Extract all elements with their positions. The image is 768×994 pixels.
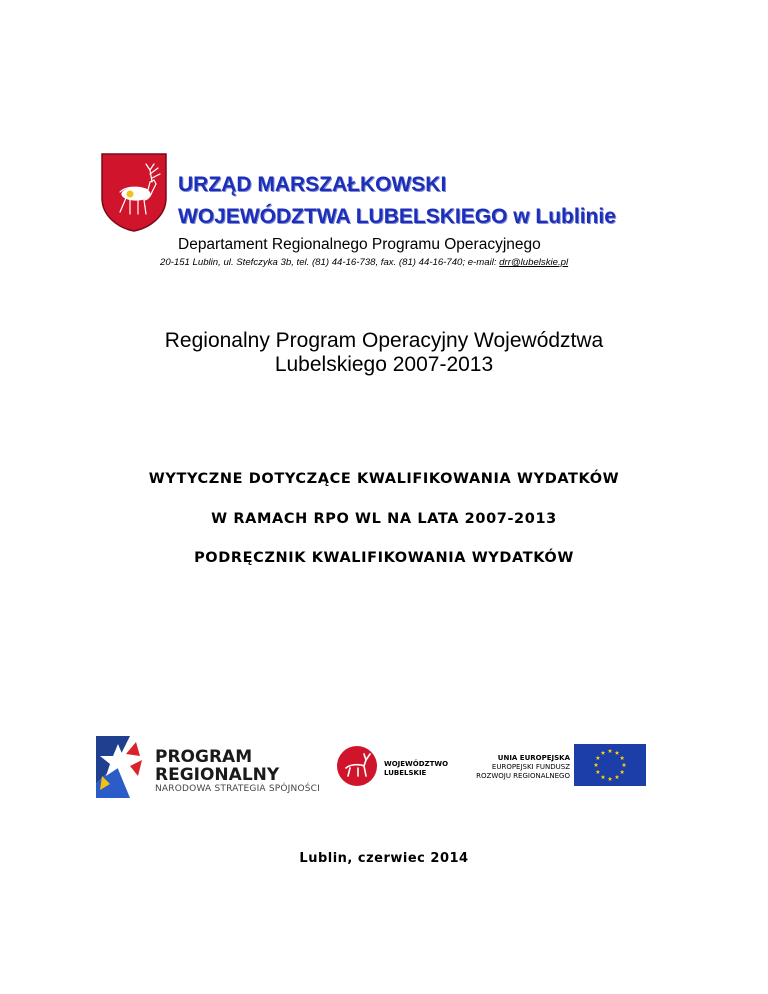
lubelskie-coat-of-arms xyxy=(100,152,168,232)
eu-label-line2: EUROPEJSKI FUNDUSZ xyxy=(491,763,570,771)
eu-label-line1: UNIA EUROPEJSKA xyxy=(497,754,570,762)
contact-email-link[interactable]: drr@lubelskie.pl xyxy=(499,257,569,268)
place-and-date: Lublin, czerwiec 2014 xyxy=(299,851,469,866)
office-name-line1: URZĄD MARSZAŁKOWSKI xyxy=(178,173,447,196)
program-regionalny-tagline: NARODOWA STRATEGIA SPÓJNOŚCI xyxy=(155,784,320,794)
document-heading-1: WYTYCZNE DOTYCZĄCE KWALIFIKOWANIA WYDATKÓW xyxy=(148,471,620,487)
program-regionalny-line2: REGIONALNY xyxy=(155,765,280,785)
wojewodztwo-lubelskie-crest-icon xyxy=(336,744,378,788)
program-regionalny-logo-icon xyxy=(96,736,150,798)
wojewodztwo-label-line2: LUBELSKIE xyxy=(384,769,427,777)
department-name: Departament Regionalnego Programu Operacyjnego xyxy=(178,236,541,253)
contact-address: 20-151 Lublin, ul. Stefczyka 3b, tel. (81) 44-16-738, fax. (81) 44-16-740; e-mail: xyxy=(160,257,500,268)
program-title-line1: Regionalny Program Operacyjny Województwa xyxy=(164,329,604,352)
program-regionalny-line1: PROGRAM xyxy=(155,747,253,767)
document-heading-3: PODRĘCZNIK KWALIFIKOWANIA WYDATKÓW xyxy=(194,550,574,566)
program-title-line2: Lubelskiego 2007-2013 xyxy=(274,353,494,376)
office-name-line2: WOJEWÓDZTWA LUBELSKIEGO w Lublinie xyxy=(178,205,616,228)
contact-line xyxy=(160,257,568,268)
wojewodztwo-label-line1: WOJEWÓDZTWO xyxy=(384,760,449,768)
eu-flag-icon xyxy=(574,744,646,786)
eu-label-line3: ROZWOJU REGIONALNEGO xyxy=(476,772,570,780)
document-heading-2: W RAMACH RPO WL NA LATA 2007-2013 xyxy=(211,511,557,527)
